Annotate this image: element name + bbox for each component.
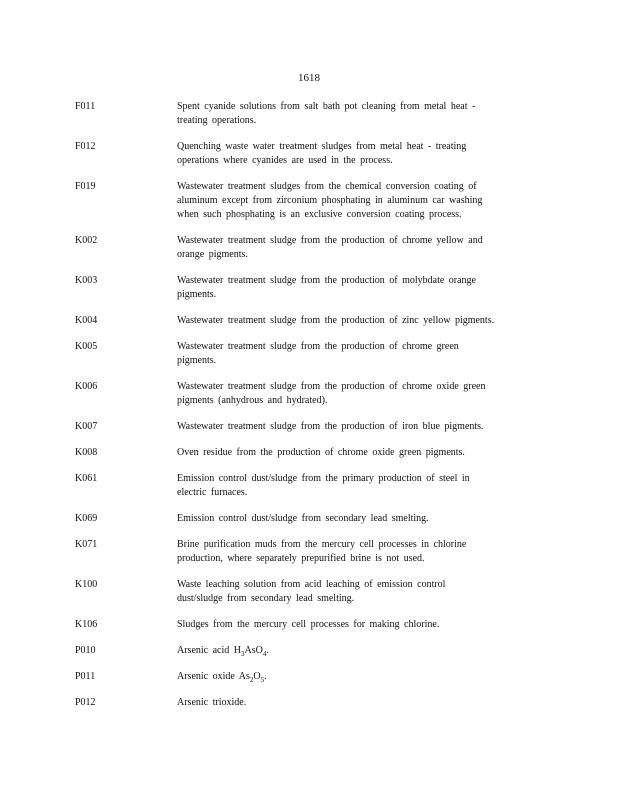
waste-code: K003: [75, 275, 98, 286]
waste-description: Wastewater treatment sludges from the chemical conversion coating of aluminum except from zirconium phosphating in aluminum car washing when such phosphating is an exclusive conversion coating process.: [177, 181, 483, 220]
waste-code: K002: [75, 235, 98, 246]
waste-description: Emission control dust/sludge from the primary production of steel in electric furnaces.: [177, 473, 470, 498]
waste-description: Brine purification muds from the mercury cell processes in chlorine production, where separately prepurified brine is not used.: [177, 539, 467, 564]
waste-description: Waste leaching solution from acid leaching of emission control dust/sludge from secondary lead smelting.: [177, 579, 446, 604]
waste-code: K004: [75, 315, 98, 326]
list-item: [0, 538, 618, 566]
list-item: [0, 578, 618, 606]
waste-code: F011: [75, 101, 96, 112]
waste-description: Wastewater treatment sludge from the production of zinc yellow pigments.: [177, 315, 495, 326]
list-item: [0, 644, 618, 658]
waste-description: Wastewater treatment sludge from the production of chrome green pigments.: [177, 341, 459, 366]
list-item: [0, 696, 618, 710]
list-item: [0, 180, 618, 222]
list-item: [0, 274, 618, 302]
list-item: [0, 340, 618, 368]
waste-description-formula: Arsenic oxide $As_2O_5$.: [177, 671, 267, 684]
waste-code: K106: [75, 619, 98, 630]
page-number: 1618: [298, 72, 320, 84]
list-item: [0, 420, 618, 434]
waste-code: P010: [75, 645, 96, 656]
waste-code: K007: [75, 421, 98, 432]
list-item: [0, 380, 618, 408]
waste-code: P011: [75, 671, 96, 682]
waste-code: K008: [75, 447, 98, 458]
waste-code: K006: [75, 381, 98, 392]
waste-description: Wastewater treatment sludge from the production of chrome oxide green pigments (anhydrous and hydrated).: [177, 381, 486, 406]
waste-description: Sludges from the mercury cell processes for making chlorine.: [177, 619, 440, 630]
waste-code: F019: [75, 181, 96, 192]
list-item: [0, 618, 618, 632]
waste-description: Wastewater treatment sludge from the production of chrome yellow and orange pigments.: [177, 235, 483, 260]
waste-code: K069: [75, 513, 98, 524]
list-item: [0, 234, 618, 262]
waste-code: K005: [75, 341, 98, 352]
waste-code-list: [0, 100, 618, 722]
waste-description: Emission control dust/sludge from secondary lead smelting.: [177, 513, 429, 524]
waste-description: Quenching waste water treatment sludges from metal heat - treating operations where cyanides are used in the process.: [177, 141, 467, 166]
list-item: [0, 446, 618, 460]
waste-description: Wastewater treatment sludge from the production of molybdate orange pigments.: [177, 275, 476, 300]
waste-code: P012: [75, 697, 96, 708]
list-item: [0, 314, 618, 328]
list-item: [0, 472, 618, 500]
waste-code: K061: [75, 473, 98, 484]
list-item: [0, 100, 618, 128]
waste-description: Spent cyanide solutions from salt bath pot cleaning from metal heat - treating operations.: [177, 101, 476, 126]
waste-description: Wastewater treatment sludge from the production of iron blue pigments.: [177, 421, 484, 432]
list-item: [0, 512, 618, 526]
waste-code: K100: [75, 579, 98, 590]
list-item: [0, 140, 618, 168]
waste-code: F012: [75, 141, 96, 152]
waste-code: K071: [75, 539, 98, 550]
waste-description: Oven residue from the production of chrome oxide green pigments.: [177, 447, 465, 458]
waste-description: Arsenic trioxide.: [177, 697, 247, 708]
waste-description-formula: Arsenic acid $H_3AsO_4$.: [177, 645, 269, 658]
list-item: [0, 670, 618, 684]
